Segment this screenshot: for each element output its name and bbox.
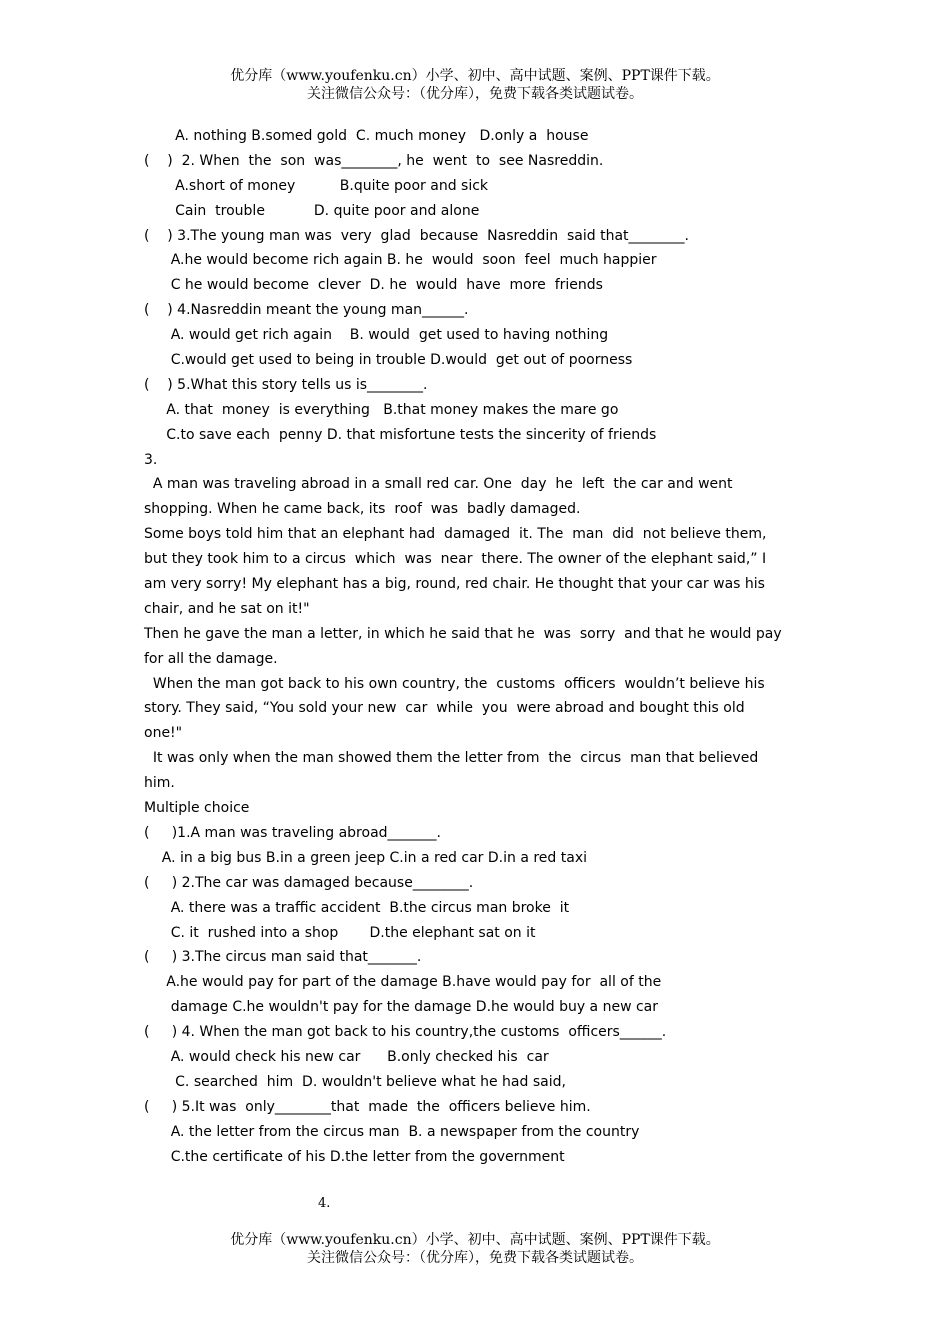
document-body xyxy=(144,124,814,1169)
text-line: ( ) 3.The young man was very glad because Nasreddin said that________. xyxy=(144,227,689,244)
text-line: Multiple choice xyxy=(144,800,250,817)
text-line: ( ) 2.The car was damaged because________. xyxy=(144,874,474,891)
footer-line-2: 关注微信公众号：（优分库），免费下载各类试题试卷。 xyxy=(307,1250,643,1266)
text-line: A.he would become rich again B. he would soon feel much happier xyxy=(144,252,657,269)
text-line: It was only when the man showed them the letter from the circus man that believed xyxy=(144,750,759,767)
text-line: A. would check his new car B.only checked his car xyxy=(144,1048,549,1065)
text-line: C. it rushed into a shop D.the elephant sat on it xyxy=(144,924,536,941)
text-line: him. xyxy=(144,775,175,792)
text-line: one!" xyxy=(144,725,183,742)
text-line: C. searched him D. wouldn't believe what he had said, xyxy=(144,1073,566,1090)
text-line: A.short of money B.quite poor and sick xyxy=(144,177,489,194)
text-line: A. the letter from the circus man B. a newspaper from the country xyxy=(144,1123,640,1140)
text-line: When the man got back to his own country, the customs officers wouldn’t believe his xyxy=(144,675,765,692)
text-line: story. They said, “You sold your new car while you were abroad and bought this old xyxy=(144,700,745,717)
text-line: C.would get used to being in trouble D.would get out of poorness xyxy=(144,352,633,369)
text-line: am very sorry! My elephant has a big, round, red chair. He thought that your car was his xyxy=(144,576,765,593)
text-line: A.he would pay for part of the damage B.have would pay for all of the xyxy=(144,974,662,991)
text-line: C he would become clever D. he would have more friends xyxy=(144,277,603,294)
text-line: ( ) 5.It was only________that made the officers believe him. xyxy=(144,1098,591,1115)
text-line: Cain trouble D. quite poor and alone xyxy=(144,202,480,219)
text-line: A. would get rich again B. would get used to having nothing xyxy=(144,327,609,344)
text-line: ( ) 5.What this story tells us is________. xyxy=(144,376,428,393)
text-line: ( ) 4.Nasreddin meant the young man______. xyxy=(144,302,469,319)
text-line: Then he gave the man a letter, in which he said that he was sorry and that he would pay xyxy=(144,625,782,642)
footer-line-1: 优分库（www.youfenku.cn）小学、初中、高中试题、案例、PPT课件下载。 xyxy=(230,1232,720,1248)
header-line-2: 关注微信公众号：（优分库），免费下载各类试题试卷。 xyxy=(307,86,643,102)
text-line: but they took him to a circus which was near there. The owner of the elephant said,” I xyxy=(144,551,767,568)
page-header xyxy=(0,67,950,103)
text-line: C.to save each penny D. that misfortune tests the sincerity of friends xyxy=(144,426,657,443)
header-line-1: 优分库（www.youfenku.cn）小学、初中、高中试题、案例、PPT课件下载。 xyxy=(230,68,720,84)
text-line: chair, and he sat on it!" xyxy=(144,600,310,617)
text-line: A. there was a traffic accident B.the circus man broke it xyxy=(144,899,570,916)
text-line: Some boys told him that an elephant had damaged it. The man did not believe them, xyxy=(144,526,767,543)
text-line: ( )1.A man was traveling abroad_______. xyxy=(144,824,441,841)
text-line: ( ) 2. When the son was________, he went to see Nasreddin. xyxy=(144,152,604,169)
text-line: for all the damage. xyxy=(144,650,278,667)
text-line: damage C.he wouldn't pay for the damage D.he would buy a new car xyxy=(144,999,659,1016)
text-line: A. that money is everything B.that money makes the mare go xyxy=(144,401,619,418)
page-footer xyxy=(0,1231,950,1267)
text-line: ( ) 3.The circus man said that_______. xyxy=(144,949,422,966)
text-line: A. in a big bus B.in a green jeep C.in a red car D.in a red taxi xyxy=(144,849,587,866)
page-number: 4. xyxy=(318,1196,331,1211)
text-line: A man was traveling abroad in a small red car. One day he left the car and went xyxy=(144,476,733,493)
text-line: shopping. When he came back, its roof was badly damaged. xyxy=(144,501,581,518)
text-line: 3. xyxy=(144,451,158,468)
text-line: ( ) 4. When the man got back to his country,the customs officers______. xyxy=(144,1024,667,1041)
text-line: C.the certificate of his D.the letter from the government xyxy=(144,1148,565,1165)
text-line: A. nothing B.somed gold C. much money D.only a house xyxy=(144,128,589,144)
